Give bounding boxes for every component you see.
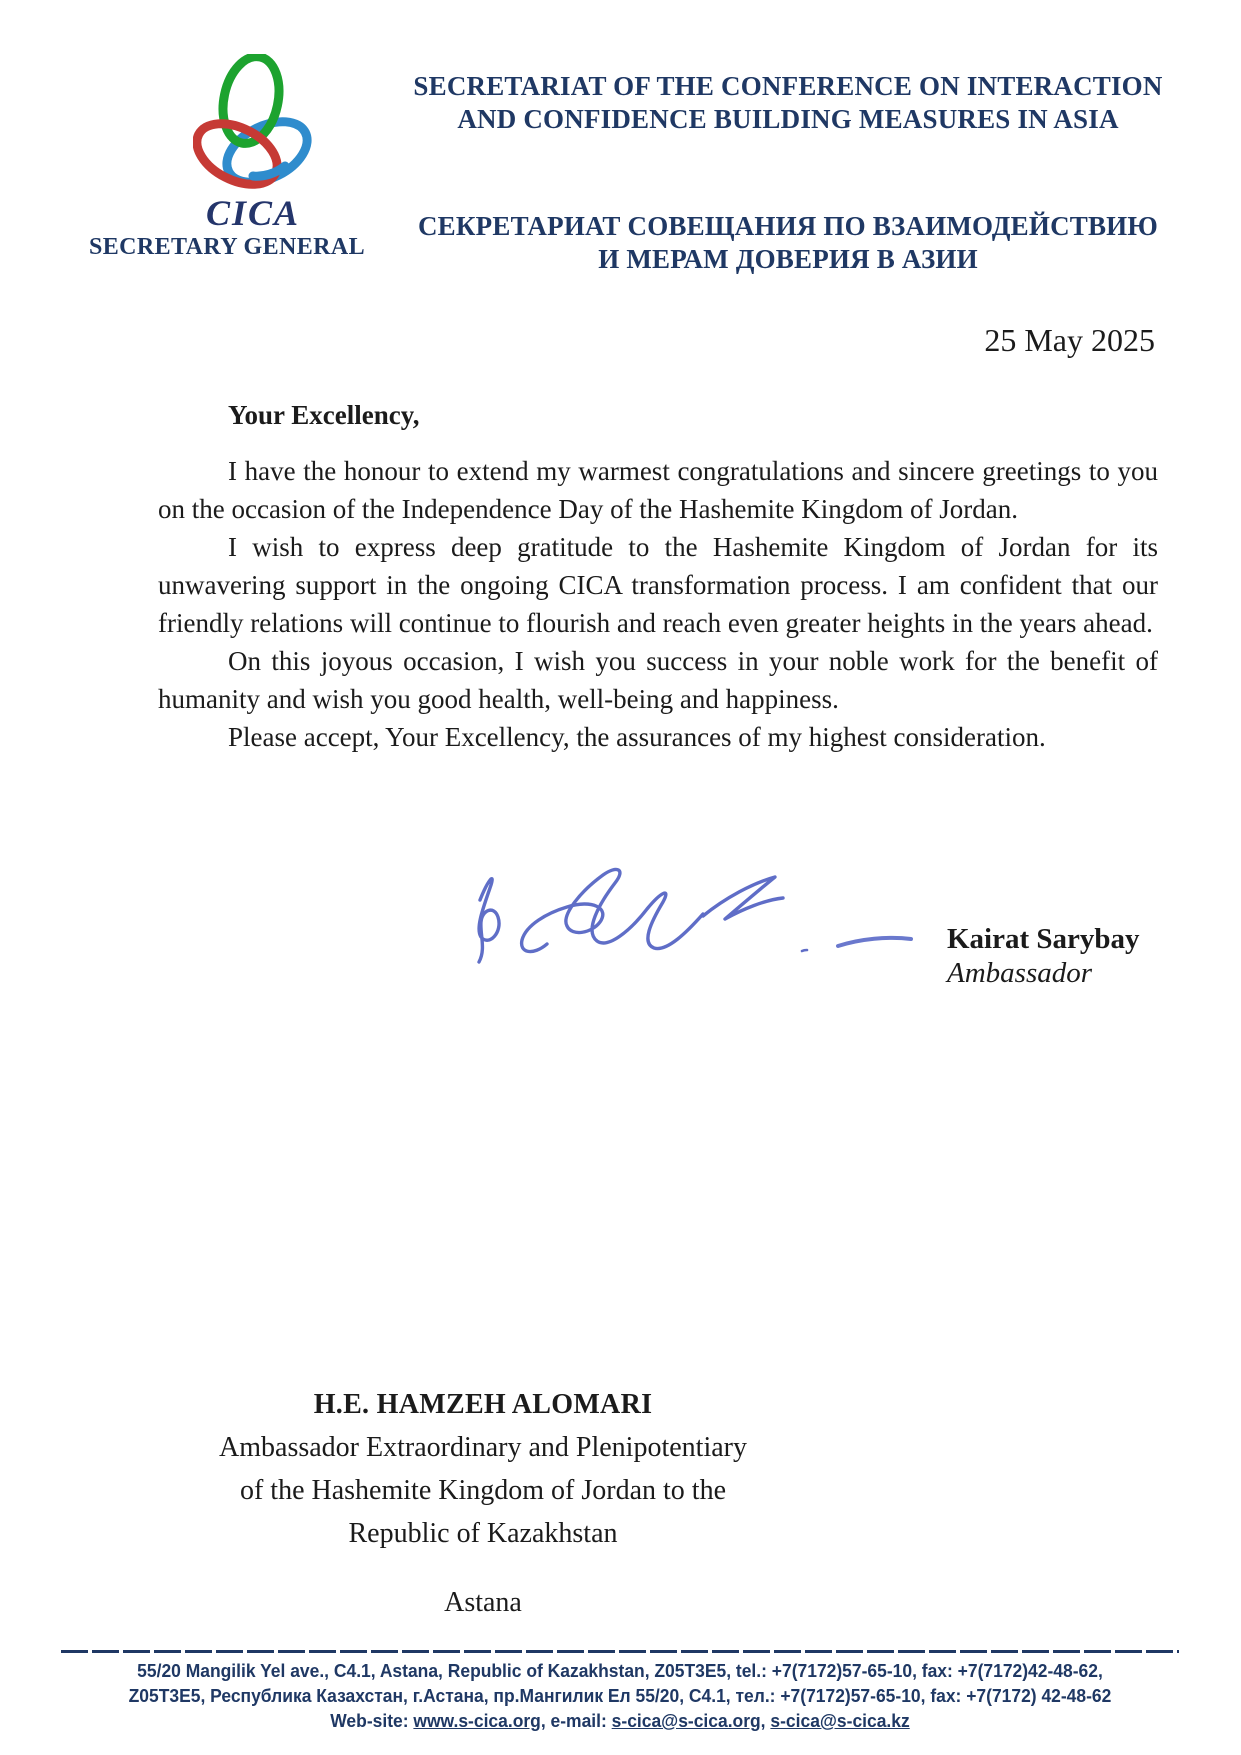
- website-link[interactable]: www.s-cica.org: [413, 1711, 541, 1731]
- paragraph-1: I have the honour to extend my warmest congratulations and sincere greetings to you on the occasion of the Independence Day of the Hashemite Kingdom of Jordan.: [158, 456, 1158, 524]
- paragraph-2: I wish to express deep gratitude to the Hashemite Kingdom of Jordan for its unwavering support in the ongoing CICA transformation process. I am confident that our friendly relations will continue to flourish and reach even greater heights in the years ahead.: [158, 532, 1158, 638]
- website-label: Web-site:: [330, 1711, 414, 1731]
- org-name-ru-line1: СЕКРЕТАРИАТ СОВЕЩАНИЯ ПО ВЗАИМОДЕЙСТВИЮ: [417, 211, 1158, 241]
- cica-wordmark: CICA: [205, 193, 301, 233]
- footer: [55, 1650, 1185, 1734]
- handwritten-signature-icon: [450, 858, 940, 978]
- recipient-block: [130, 1383, 836, 1624]
- salutation: Your Excellency,: [228, 400, 420, 430]
- signer-block: [947, 922, 1140, 990]
- footer-address-en: 55/20 Mangilik Yel ave., C4.1, Astana, Republic of Kazakhstan, Z05T3E5, tel.: +7(7172)57-65-10, fax: +7(7172)42-48-62,: [137, 1661, 1103, 1681]
- org-name-en-line1: SECRETARIAT OF THE CONFERENCE ON INTERACTION: [413, 71, 1163, 101]
- recipient-name: H.E. HAMZEH ALOMARI: [313, 1389, 653, 1420]
- footer-contacts: [72, 1709, 1168, 1734]
- org-name-en-line2: AND CONFIDENCE BUILDING MEASURES IN ASIA: [457, 104, 1119, 134]
- recipient-title-line3: Republic of Kazakhstan: [348, 1518, 618, 1549]
- email-link-org[interactable]: s-cica@s-cica.org: [611, 1711, 761, 1731]
- signer-name: Kairat Sarybay: [947, 923, 1140, 955]
- cica-logo-block: [192, 54, 314, 234]
- org-name-english: [408, 70, 1168, 136]
- org-name-ru-line2: И МЕРАМ ДОВЕРИЯ В АЗИИ: [598, 244, 978, 274]
- email-separator: ,: [760, 1711, 771, 1731]
- paragraph-4: Please accept, Your Excellency, the assurances of my highest consideration.: [228, 722, 1046, 752]
- letter-body: [158, 396, 1158, 756]
- secretary-general-title: SECRETARY GENERAL: [88, 234, 365, 260]
- footer-divider: [61, 1650, 1179, 1653]
- email-link-kz[interactable]: s-cica@s-cica.kz: [770, 1711, 910, 1731]
- signer-title: Ambassador: [947, 957, 1093, 989]
- email-label: , e-mail:: [540, 1711, 612, 1731]
- org-name-russian: [408, 210, 1168, 276]
- cica-trefoil-logo-icon: [193, 54, 313, 194]
- recipient-city: Astana: [444, 1587, 522, 1618]
- footer-address-ru: Z05T3E5, Республика Казахстан, г.Астана, пр.Мангилик Ел 55/20, С4.1, тел.: +7(7172)57-65-10, fax: +7(7172) 42-48-62: [128, 1686, 1112, 1706]
- paragraph-3: On this joyous occasion, I wish you success in your noble work for the benefit of humanity and wish you good health, well-being and happiness.: [158, 646, 1158, 714]
- recipient-title-line1: Ambassador Extraordinary and Plenipotentiary: [219, 1432, 747, 1463]
- recipient-title-line2: of the Hashemite Kingdom of Jordan to the: [239, 1475, 726, 1506]
- letter-date: 25 May 2025: [984, 322, 1155, 358]
